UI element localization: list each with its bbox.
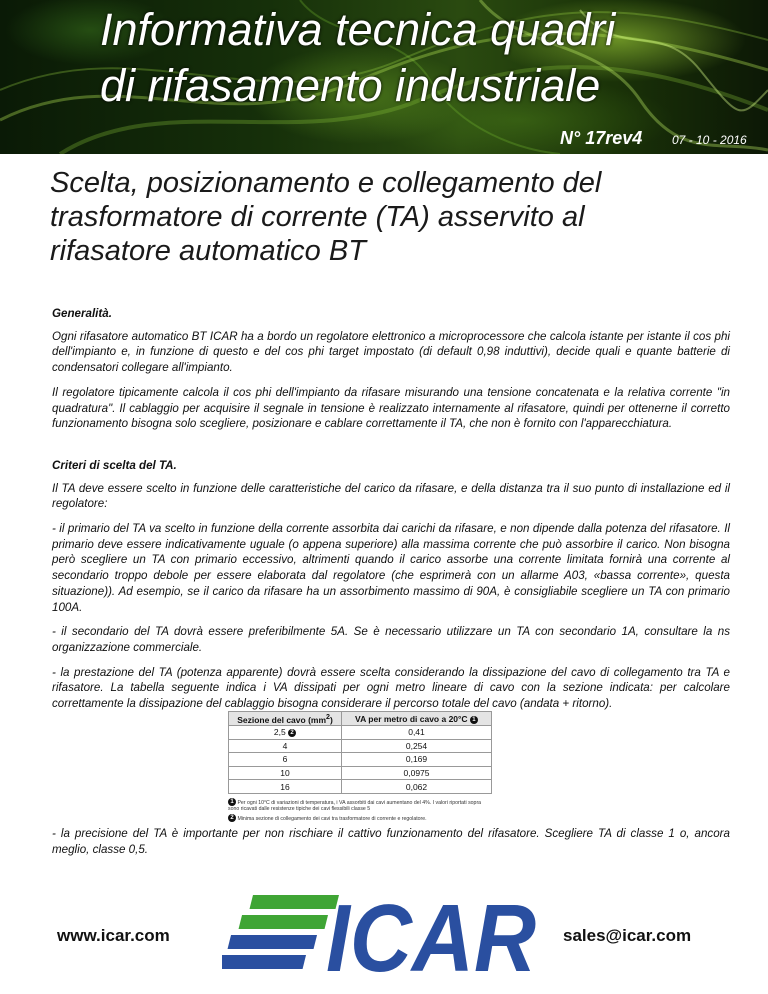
table-note-1 xyxy=(228,798,492,813)
note-marker-icon: 1 xyxy=(228,798,236,806)
email-link[interactable]: sales@icar.com xyxy=(563,926,692,945)
table-note-2 xyxy=(228,814,492,822)
table-cell: 0,169 xyxy=(342,753,492,767)
logo-wordmark: ICAR xyxy=(326,891,536,987)
table-row xyxy=(229,780,492,794)
note-marker-icon: 1 xyxy=(470,716,478,724)
cell-section: 2,5 xyxy=(273,727,286,738)
table-row xyxy=(229,739,492,753)
note-text: Minima sezione di collegamento dei cavi tra trasformatore di corrente e regolatore. xyxy=(237,815,427,822)
note-marker-icon: 2 xyxy=(228,814,236,822)
paragraph: Il regolatore tipicamente calcola il cos phi dell'impianto da rifasare misurando una tensione concatenata e la relativa corrente "in quadratura". Il cablaggio per acquisire il segnale in tensione è realizzato internamente al rifasatore, quindi per ottenerne il corretto funzionamento bisogna solo scegliere, posizionare e cablare correttamente il TA, che non è fornito con l'apparecchiatura. xyxy=(52,385,730,431)
table-cell xyxy=(229,726,342,740)
table-cell: 0,0975 xyxy=(342,766,492,780)
table-notes xyxy=(228,798,492,822)
cable-dissipation-table-block xyxy=(228,711,492,823)
header-va-label: VA per metro di cavo a 20°C xyxy=(355,713,468,724)
icar-logo-icon xyxy=(222,891,538,987)
paragraph: - il secondario del TA dovrà essere preferibilmente 5A. Se è necessario utilizzare un TA con secondario 1A, consultare la ns organizzazione commerciale. xyxy=(52,625,730,654)
cable-dissipation-table xyxy=(228,711,492,794)
table-cell: 0,41 xyxy=(342,726,492,740)
document-date: 07 - 10 - 2016 xyxy=(672,133,747,147)
subtitle-line-2: trasformatore di corrente (TA) asservito al xyxy=(50,201,585,233)
subtitle-line-1: Scelta, posizionamento e collegamento del xyxy=(50,167,602,199)
table-cell: 4 xyxy=(229,739,342,753)
section-heading-criteri: Criteri di scelta del TA. xyxy=(52,458,177,472)
paragraph: - la prestazione del TA (potenza apparente) dovrà essere scelta considerando la dissipazione del cavo di collegamento tra TA e rifasatore. La tabella seguente indica i VA dissipati per ogni metro lineare di cavo con la sezione indicata: per calcolare correttamente la dissipazione del cablaggio bisogna considerare il percorso totale del cavo (andata + ritorno). xyxy=(52,665,730,711)
table-header-row xyxy=(229,712,492,726)
table-cell: 0,062 xyxy=(342,780,492,794)
table-cell: 6 xyxy=(229,753,342,767)
document-title xyxy=(100,2,615,114)
paragraph: Ogni rifasatore automatico BT ICAR ha a bordo un regolatore elettronico a microprocessore che calcola istante per istante il cos phi dell'impianto e, in funzione di questo e del cos phi target impostato (di default 0,98 induttivi), decide quali e quante batterie di condensatori collegare all'impianto. xyxy=(52,329,730,375)
page-subtitle xyxy=(50,166,700,268)
website-link[interactable]: www.icar.com xyxy=(57,926,170,945)
header-superscript: 2 xyxy=(326,712,330,721)
table-row xyxy=(229,753,492,767)
header-banner xyxy=(0,0,768,154)
table-row xyxy=(229,726,492,740)
title-line-1: Informativa tecnica quadri xyxy=(100,4,616,55)
title-line-2: di rifasamento industriale xyxy=(100,60,601,111)
paragraph: - la precisione del TA è importante per non rischiare il cattivo funzionamento del rifasatore. Scegliere TA di classe 1 o, ancora meglio, classe 0,5. xyxy=(52,827,730,856)
note-marker-icon: 2 xyxy=(288,729,296,737)
note-text: Per ogni 10°C di variazioni di temperatura, i VA assorbiti dai cavi aumentano del 4%. I valori riportati sopra sono ricavati dalle resistenze tipiche dei cavi flessibili classe 5 xyxy=(228,799,482,813)
table-cell: 10 xyxy=(229,766,342,780)
paragraph: - il primario del TA va scelto in funzione della corrente assorbita dai carichi da rifasare, e non dipende dalla potenza del rifasatore. Il primario deve essere indicativamente uguale (o appena superiore) alla massima corrente che può assorbire il carico. Non bisogna però scegliere un TA con primario eccessivo, altrimenti quando il carico assorbe una corrente limitata fornirà una corrente al secondario troppo debole per essere elaborata dal regolatore (che esprimerà con un allarme A03, «bassa corrente», questa situazione)). Ad esempio, se il carico da rifasare ha un assorbimento massimo di 90A, è consigliabile scegliere un TA con primario 100A. xyxy=(52,522,730,614)
paragraph: Il TA deve essere scelto in funzione delle caratteristiche del carico da rifasare, e della distanza tra il suo punto di installazione ed il regolatore: xyxy=(52,481,730,511)
table-header-cell: Sezione del cavo $(mm^2)$ xyxy=(229,712,342,726)
table-header-cell xyxy=(342,712,492,726)
table-cell: 0,254 xyxy=(342,739,492,753)
subtitle-line-3: rifasatore automatico BT xyxy=(50,235,366,267)
table-cell: 16 xyxy=(229,780,342,794)
document-number: N° 17rev4 xyxy=(560,128,643,148)
table-row xyxy=(229,766,492,780)
document-body xyxy=(52,306,730,721)
header-section-label: Sezione del cavo (mm xyxy=(237,714,327,725)
section-heading-generalita: Generalità. xyxy=(52,307,112,320)
